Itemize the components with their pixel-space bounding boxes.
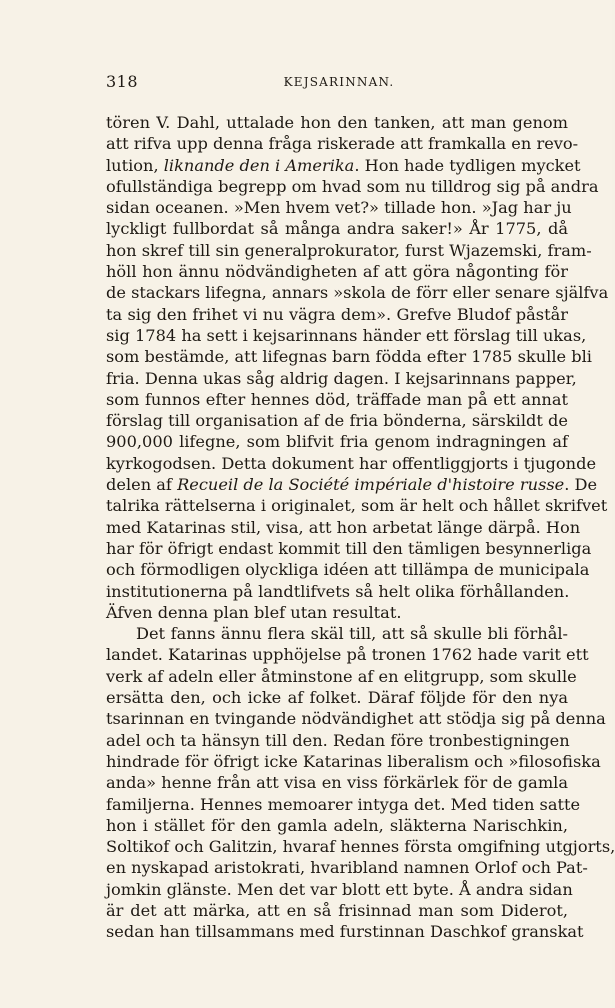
text-line: höll hon ännu nödvändigheten af att göra någonting för (106, 262, 568, 282)
text-line: Det fanns ännu flera skäl till, att så skulle bli förhål- (136, 624, 568, 644)
text-line: en nyskapad aristokrati, hvaribland namnen Orlof och Pat- (106, 858, 588, 878)
text-line: och förmodligen olyckliga idéen att tillämpa de municipala (106, 560, 590, 580)
text-line: hindrade för öfrigt icke Katarinas liberalism och »filosofiska (106, 751, 601, 771)
text-line: familjerna. Hennes memoarer intyga det. Med tiden satte (106, 794, 581, 814)
italic-title: Recueil de la Société impériale d'histoire russe (177, 475, 565, 495)
text-line: Äfven denna plan blef utan resultat. (106, 602, 402, 622)
text-line: hon i stället för den gamla adeln, släkterna Narischkin, (106, 815, 568, 835)
text-line: tören V. Dahl, uttalade hon den tanken, att man genom (106, 113, 568, 132)
text-line: jomkin glänste. Men det var blott ett byte. Å andra sidan (106, 879, 573, 899)
text-line: sig 1784 ha sett i kejsarinnans händer ett förslag till ukas, (106, 325, 587, 345)
running-head: KEJSARINNAN. (283, 75, 395, 89)
text-line: förslag till organisation af de fria bönderna, särskildt de (106, 411, 568, 431)
text-line: som funnos efter hennes död, träffade man på ett annat (106, 389, 568, 409)
text-line: att rifva upp denna fråga riskerade att framkalla en revo- (106, 134, 579, 154)
text-line: talrika rättelserna i originalet, som är helt och hållet skrifvet (106, 496, 608, 516)
page-number: 318 (106, 72, 139, 91)
text-line: hon skref till sin generalprokurator, furst Wjazemski, fram- (106, 240, 592, 260)
italic-phrase: liknande den i Amerika (163, 155, 355, 175)
text-line: landet. Katarinas upphöjelse på tronen 1762 hade varit ett (106, 645, 589, 665)
body-text (106, 112, 615, 943)
text-line: Soltikof och Galitzin, hvaraf hennes första omgifning utgjorts, (106, 837, 615, 857)
text-line: som bestämde, att lifegnas barn födda efter 1785 skulle bli (106, 347, 592, 367)
text-line: tsarinnan en tvingande nödvändighet att stödja sig på denna (106, 709, 606, 729)
text-line: lyckligt fullbordat så många andra saker!» År 1775, då (106, 219, 568, 239)
text-line: ta sig den frihet vi nu vägra dem». Grefve Bludof påstår (106, 304, 568, 324)
text-line: delen af Recueil de la Société impériale d'histoire russe. De (106, 475, 598, 495)
text-line: 900,000 lifegne, som blifvit fria genom indragningen af (106, 432, 568, 452)
text-line: institutionerna på landtlifvets så helt olika förhållanden. (106, 581, 570, 601)
text-line: anda» henne från att visa en viss förkärlek för de gamla (106, 773, 568, 793)
text-line: sedan han tillsammans med furstinnan Daschkof granskat (106, 922, 584, 942)
text-line: verk af adeln eller åtminstone af en elitgrupp, som skulle (106, 666, 577, 686)
text-line: de stackars lifegna, annars »skola de förr eller senare själfva (106, 283, 609, 303)
text-line: är det att märka, att en så frisinnad man som Diderot, (106, 900, 568, 920)
text-line: ersätta den, och icke af folket. Däraf följde för den nya (106, 688, 568, 708)
text-line: har för öfrigt endast kommit till den tämligen besynnerliga (106, 538, 592, 558)
text-line: med Katarinas stil, visa, att hon arbetat länge därpå. Hon (106, 517, 581, 537)
text-line: sidan oceanen. »Men hvem vet?» tillade hon. »Jag har ju (106, 198, 572, 218)
text-line: adel och ta hänsyn till den. Redan före tronbestigningen (106, 730, 570, 750)
text-line: lution, liknande den i Amerika. Hon hade tydligen mycket (106, 155, 581, 175)
text-line: kyrkogodsen. Detta dokument har offentliggjorts i tjugonde (106, 453, 597, 473)
text-line: fria. Denna ukas såg aldrig dagen. I kejsarinnans papper, (106, 368, 577, 388)
page-header (106, 72, 572, 102)
text-line: ofullständiga begrepp om hvad som nu tilldrog sig på andra (106, 176, 599, 196)
